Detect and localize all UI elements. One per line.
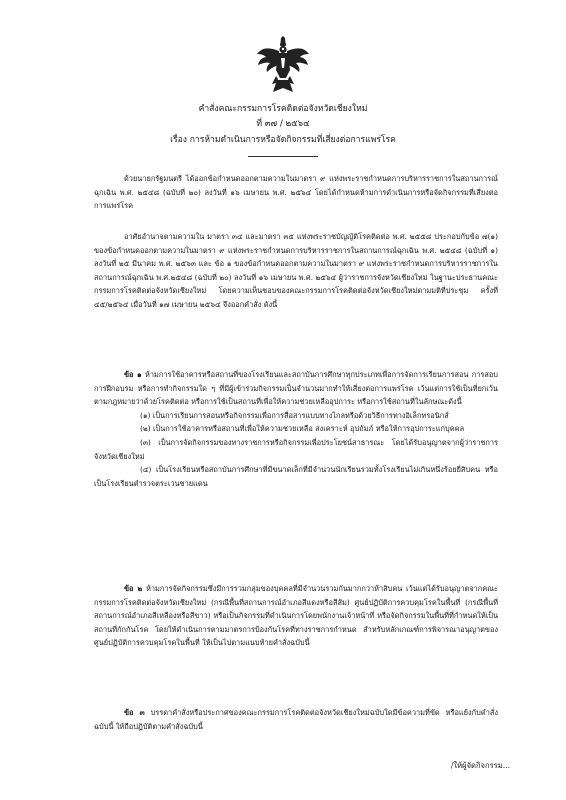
preamble-paragraph: ด้วยนายกรัฐมนตรี ได้ออกข้อกำหนดออกตามความในมาตรา ๙ แห่งพระราชกำหนดการบริหารราชการในสถานการณ์ฉุกเฉิน พ.ศ. ๒๕๔๘ (ฉบับที่ ๒๐) ลงวันที่ ๑๖ เมษายน พ.ศ. ๒๕๖๔ โดยได้กำหนดห้ามการดำเนินการหรือจัดกิจกรรมที่เสี่ยงต่อการแพร่โรค	[94, 174, 498, 211]
order-subject: เรื่อง การห้ามดำเนินการหรือจัดกิจกรรมที่เสี่ยงต่อการแพร่โรค	[170, 135, 396, 145]
clause-2-section	[94, 582, 498, 650]
clause-1-item-2: (๒) เป็นการใช้อาคารหรือสถานที่เพื่อให้ความช่วยเหลือ สงเคราะห์ อุปถัมภ์ หรือให้การอุปการะแก่บุคคล	[140, 424, 465, 434]
clause-1-item-3: (๓) เป็นการจัดกิจกรรมของทางราชการหรือกิจกรรมเพื่อประโยชน์สาธารณะ โดยได้รับอนุญาตจากผู้ว่าราชการจังหวัดเชียงใหม่	[94, 437, 498, 461]
clause-2-text: ห้ามการจัดกิจกรรมซึ่งมีการรวมกลุ่มของบุคคลที่มีจำนวนรวมกันมากกว่าห้าสิบคน เว้นแต่ได้รับอนุญาตจากคณะกรรมการโรคติดต่อจังหวัดเชียงใหม่ (กรณีพื้นที่สถานการณ์อำเภอสีแดงหรือสีส้ม) ศูนย์ปฏิบัติการควบคุมโรคในพื้นที่ (กรณีพื้นที่สถานการณ์อำเภอสีเหลืองหรือสีขาว) หรือเป็นกิจกรรมที่ดำเนินการโดยพนักงานเจ้าหน้าที่ หรือจัดกิจกรรมในพื้นที่ที่กำหนดให้เป็นสถานที่กักกันโรค โดยให้ดำเนินการตามมาตรการป้องกันโรคที่ทางราชการกำหนด สำหรับหลักเกณฑ์การพิจารณาอนุญาตของศูนย์ปฏิบัติการควบคุมโรคในพื้นที่ ให้เป็นไปตามแนบท้ายคำสั่งฉบับนี้	[94, 584, 498, 648]
clause-2-label: ข้อ ๒	[124, 584, 143, 593]
authority-paragraph: อาศัยอำนาจตามความใน มาตรา ๓๔ และมาตรา ๓๕ แห่งพระราชบัญญัติโรคติดต่อ พ.ศ. ๒๕๕๘ ประกอบกับข้อ ๗(๑) ของข้อกำหนดออกตามความในมาตรา ๙ แห่งพระราชกำหนดการบริหารราชการในสถานการณ์ฉุกเฉิน พ.ศ. ๒๕๔๘ (ฉบับที่ ๑) ลงวันที่ ๒๕ มีนาคม พ.ศ. ๒๕๖๓ และ ข้อ ๑ ของข้อกำหนดออกตามความในมาตรา ๙ แห่งพระราชกำหนดการบริหารราชการในสถานการณ์ฉุกเฉิน พ.ศ.๒๕๔๘ (ฉบับที่ ๒๐) ลงวันที่ ๑๖ เมษายน พ.ศ. ๒๕๖๔ ผู้ว่าราชการจังหวัดเชียงใหม่ ในฐานะประธานคณะกรรมการโรคติดต่อจังหวัดเชียงใหม่ โดยความเห็นชอบของคณะกรรมการโรคติดต่อจังหวัดเชียงใหม่ตามมติที่ประชุม ครั้งที่ ๔๕/๒๕๖๔ เมื่อวันที่ ๑๗ เมษายน ๒๕๖๔ จึงออกคำสั่ง ดังนี้	[94, 232, 498, 309]
clause-3-label: ข้อ ๓	[124, 708, 145, 717]
clause-2-paragraph	[94, 582, 498, 650]
clause-1-text: ห้ามการใช้อาคารหรือสถานที่ของโรงเรียนและสถาบันการศึกษาทุกประเภทเพื่อการจัดการเรียนการสอน การสอบ การฝึกอบรม หรือการทำกิจกรรมใด ๆ ที่มีผู้เข้าร่วมกิจกรรมเป็นจำนวนมากทำให้เสี่ยงต่อการแพร่โรค เว้นแต่การใช้เป็นที่ยกเว้นตามกฎหมายว่าด้วยโรคติดต่อ หรือการใช้เป็นสถานที่เพื่อให้ความช่วยเหลืออุปการะ หรือการใช้สถานที่ในลักษณะดังนี้	[94, 370, 498, 407]
header-divider	[248, 156, 318, 157]
clause-1-paragraph	[94, 368, 498, 409]
clause-3-section	[94, 706, 498, 733]
order-number: ที่ ๓๗ / ๒๕๖๔	[256, 119, 310, 129]
authority-section	[94, 230, 498, 312]
clause-1-section	[94, 368, 498, 490]
clause-3-paragraph	[94, 706, 498, 733]
continuation-note: /ให้ผู้จัดกิจกรรม...	[450, 761, 510, 770]
clause-1-item-4: (๔) เป็นโรงเรียนหรือสถาบันการศึกษาที่มีขนาดเล็กที่มีจำนวนนักเรียนรวมทั้งโรงเรียนไม่เกินหนึ่งร้อยยี่สิบคน หรือเป็นโรงเรียนตำรวจตระเวนชายแดน	[94, 465, 498, 488]
garuda-emblem-icon	[255, 36, 311, 94]
clause-1-label: ข้อ ๑	[124, 370, 142, 379]
clause-3-text: บรรดาคำสั่งหรือประกาศของคณะกรรมการโรคติดต่อจังหวัดเชียงใหม่ฉบับใดมีข้อความที่ขัด หรือแย้งกับคำสั่งฉบับนี้ ให้ถือปฏิบัติตามคำสั่งฉบับนี้	[94, 708, 498, 731]
preamble-section	[94, 172, 498, 213]
clause-1-item-1: (๑) เป็นการเรียนการสอนหรือกิจกรรมเพื่อการสื่อสารแบบทางไกลหรือด้วยวิธีการทางอิเล็กทรอนิกส์	[140, 410, 449, 420]
issuer-heading: คำสั่งคณะกรรมการโรคติดต่อจังหวัดเชียงใหม่	[198, 104, 368, 114]
